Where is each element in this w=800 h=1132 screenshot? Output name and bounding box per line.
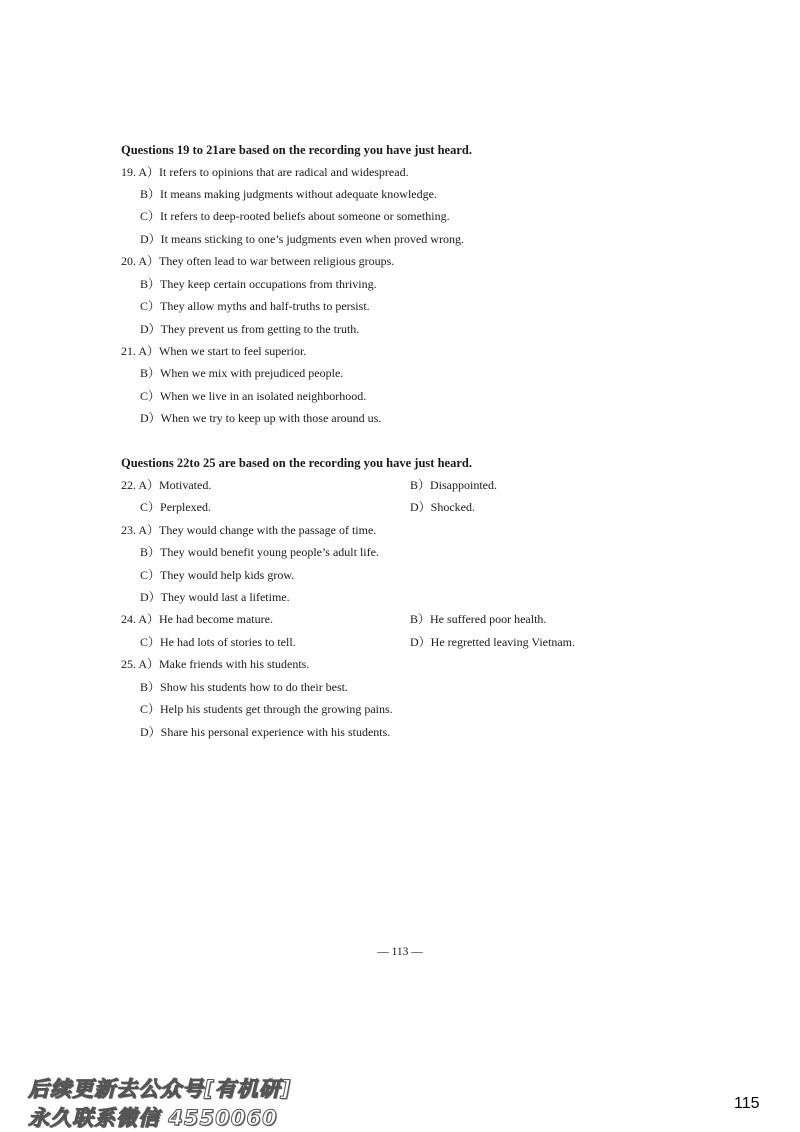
watermark-line-1: 后续更新去公众号[有机研] [28, 1077, 292, 1101]
option-label: A） [138, 612, 160, 626]
option-line [140, 725, 390, 739]
option-label: D） [410, 635, 431, 649]
option-line [410, 478, 497, 492]
option-label: A） [138, 254, 160, 268]
option-line [140, 545, 379, 559]
option-text: He suffered poor health. [430, 612, 547, 626]
option-label: D） [140, 411, 161, 425]
question-number: 22. [121, 478, 136, 492]
question-number: 24. [121, 612, 136, 626]
option-label: D） [140, 590, 161, 604]
option-line [140, 232, 464, 246]
option-label: C） [140, 702, 161, 716]
option-text: Make friends with his students. [159, 657, 310, 671]
option-label: D） [140, 322, 161, 336]
option-text: When we mix with prejudiced people. [160, 366, 344, 380]
option-line [140, 187, 437, 201]
option-label: A） [138, 523, 160, 537]
option-label: B） [140, 366, 161, 380]
option-label: A） [138, 478, 160, 492]
option-line [140, 366, 343, 380]
option-line [410, 500, 475, 514]
option-line [140, 411, 381, 425]
option-line [140, 702, 393, 716]
option-text: He had become mature. [159, 612, 273, 626]
option-label: A） [138, 344, 160, 358]
option-text: They would last a lifetime. [160, 590, 290, 604]
option-label: B） [410, 612, 431, 626]
option-text: When we live in an isolated neighborhood. [160, 389, 367, 403]
option-line [140, 277, 377, 291]
option-line [121, 254, 394, 268]
option-text: They would change with the passage of time. [159, 523, 377, 537]
option-text: It refers to deep-rooted beliefs about someone or something. [160, 209, 450, 223]
option-text: They allow myths and half-truths to persist. [160, 299, 370, 313]
section-heading: Questions 19 to 21are based on the recording you have just heard. [121, 143, 472, 157]
question-number: 19. [121, 165, 136, 179]
option-text: He regretted leaving Vietnam. [430, 635, 576, 649]
question-number: 20. [121, 254, 136, 268]
option-line [140, 389, 366, 403]
option-line [121, 523, 376, 537]
option-text: Show his students how to do their best. [160, 680, 349, 694]
option-line [121, 478, 211, 492]
option-line [410, 635, 575, 649]
option-text: When we start to feel superior. [159, 344, 307, 358]
option-text: Perplexed. [160, 500, 211, 514]
option-text: It refers to opinions that are radical and widespread. [159, 165, 409, 179]
option-label: B） [140, 277, 161, 291]
corner-page-number: 115 [734, 1095, 760, 1112]
option-text: Help his students get through the growing pains. [160, 702, 393, 716]
option-label: C） [140, 635, 161, 649]
option-text: It means making judgments without adequate knowledge. [160, 187, 437, 201]
option-label: D） [140, 725, 161, 739]
option-label: C） [140, 299, 161, 313]
option-text: Shocked. [430, 500, 475, 514]
option-label: D） [140, 232, 161, 246]
option-line [140, 322, 359, 336]
option-line [140, 500, 211, 514]
option-label: B） [140, 187, 161, 201]
page-number: — 113 — [377, 946, 423, 958]
option-label: C） [140, 209, 161, 223]
option-line [140, 680, 348, 694]
option-line [140, 568, 294, 582]
question-number: 21. [121, 344, 136, 358]
option-line [140, 209, 450, 223]
section-heading: Questions 22to 25 are based on the recording you have just heard. [121, 456, 472, 470]
option-text: It means sticking to one’s judgments even when proved wrong. [160, 232, 464, 246]
option-text: They would help kids grow. [160, 568, 295, 582]
option-line [121, 344, 306, 358]
option-line [121, 657, 309, 671]
option-line [140, 635, 296, 649]
option-text: Share his personal experience with his students. [160, 725, 391, 739]
option-line [140, 590, 290, 604]
option-label: C） [140, 568, 161, 582]
option-text: Motivated. [159, 478, 212, 492]
option-line [121, 612, 273, 626]
option-label: C） [140, 389, 161, 403]
option-line [410, 612, 546, 626]
option-label: D） [410, 500, 431, 514]
option-text: They often lead to war between religious groups. [159, 254, 395, 268]
option-label: B） [140, 680, 161, 694]
option-label: A） [138, 165, 160, 179]
question-number: 25. [121, 657, 136, 671]
option-text: He had lots of stories to tell. [160, 635, 296, 649]
question-number: 23. [121, 523, 136, 537]
option-text: They keep certain occupations from thriving. [160, 277, 377, 291]
option-text: Disappointed. [430, 478, 498, 492]
option-label: B） [140, 545, 161, 559]
option-line [121, 165, 409, 179]
option-text: They prevent us from getting to the truth. [160, 322, 360, 336]
option-text: They would benefit young people’s adult life. [160, 545, 379, 559]
option-label: C） [140, 500, 161, 514]
option-label: A） [138, 657, 160, 671]
option-line [140, 299, 370, 313]
watermark-line-2: 永久联系微信 4550060 [28, 1106, 278, 1130]
option-text: When we try to keep up with those around us. [160, 411, 382, 425]
option-label: B） [410, 478, 431, 492]
